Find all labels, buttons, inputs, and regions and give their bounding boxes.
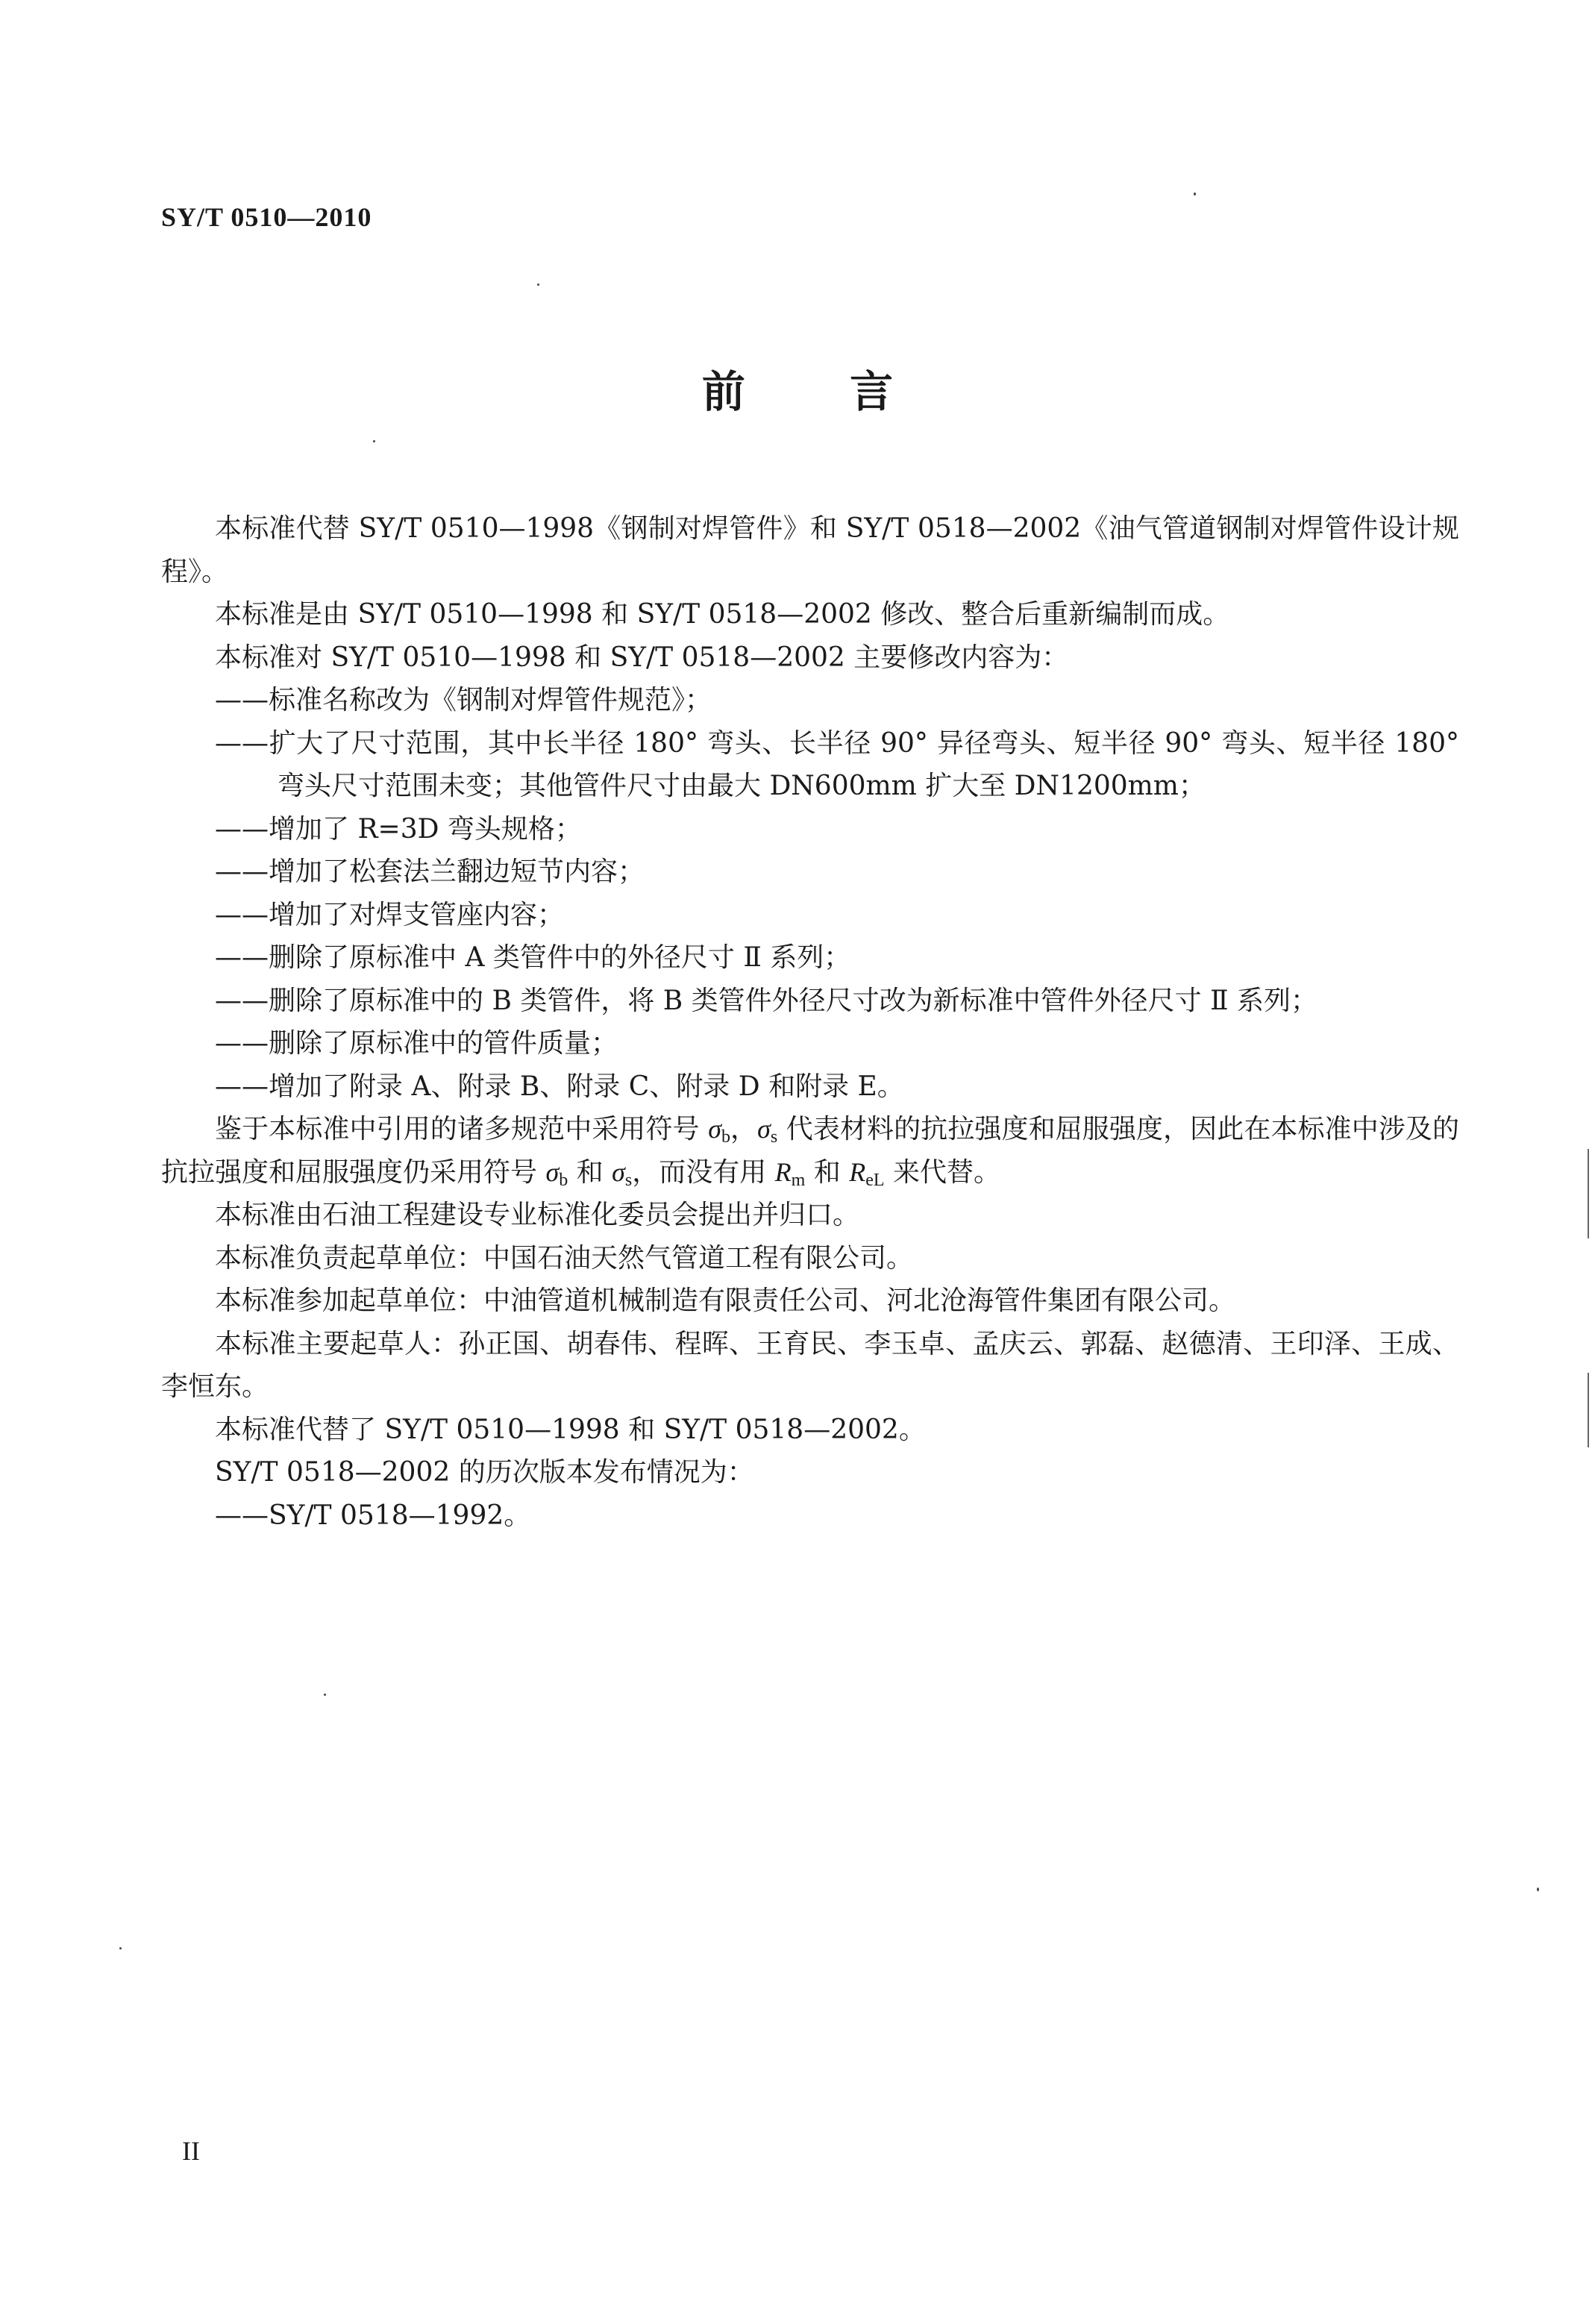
scan-edge-line <box>1588 1149 1589 1238</box>
paragraph-origin: 本标准是由 SY/T 0510—1998 和 SY/T 0518—2002 修改、整合后重新编制而成。 <box>215 599 1230 630</box>
change-item: ——删除了原标准中的管件质量； <box>215 1028 618 1059</box>
paragraph-history-item: ——SY/T 0518—1992。 <box>215 1500 531 1531</box>
r-symbol: R <box>774 1156 792 1187</box>
change-item: ——增加了松套法兰翻边短节内容； <box>215 856 645 887</box>
symbols-separator: ， <box>730 1114 758 1144</box>
change-item: ——增加了对焊支管座内容； <box>215 899 565 930</box>
scan-speck <box>537 284 539 286</box>
preface-body <box>161 507 1459 1537</box>
scan-speck <box>119 1947 122 1949</box>
paragraph-main-drafters: 本标准主要起草人：孙正国、胡春伟、程晖、王育民、李玉卓、孟庆云、郭磊、赵德清、王印泽、王成、李恒东。 <box>161 1328 1459 1402</box>
sigma-symbol: σ <box>708 1114 721 1144</box>
scan-speck <box>1537 1888 1539 1891</box>
change-item: ——扩大了尺寸范围，其中长半径 180° 弯头、长半径 90° 异径弯头、短半径 90° 弯头、短半径 180° 弯头尺寸范围未变；其他管件尺寸由最大 DN600mm 扩大至 DN1200mm； <box>215 727 1459 801</box>
sigma-subscript-s: s <box>770 1127 778 1147</box>
r-subscript-el: eL <box>865 1170 885 1190</box>
symbols-text-d: 来代替。 <box>884 1156 1000 1188</box>
scan-speck <box>1194 192 1196 195</box>
symbols-text-b: 代表材料的抗拉强度和屈服强度，因此在本标准中涉及的抗拉强度和屈服强度仍采用符号 <box>161 1114 1459 1188</box>
paragraph-participating-drafters: 本标准参加起草单位：中油管道机械制造有限责任公司、河北沧海管件集团有限公司。 <box>215 1285 1236 1316</box>
scan-speck <box>324 1694 326 1696</box>
change-item: ——增加了附录 A、附录 B、附录 C、附录 D 和附录 E。 <box>215 1071 904 1102</box>
sigma-symbol: σ <box>545 1156 560 1187</box>
sigma-subscript-b: b <box>559 1170 568 1190</box>
symbols-text-a: 鉴于本标准中引用的诸多规范中采用符号 <box>215 1114 709 1144</box>
paragraph-responsible-drafter: 本标准负责起草单位：中国石油天然气管道工程有限公司。 <box>215 1242 914 1274</box>
paragraph-history-intro: SY/T 0518—2002 的历次版本发布情况为： <box>215 1457 754 1488</box>
change-item: ——增加了 R=3D 弯头规格； <box>215 813 582 845</box>
sigma-subscript-b: b <box>721 1127 730 1147</box>
paragraph-supersedes: 本标准代替了 SY/T 0510—1998 和 SY/T 0518—2002。 <box>215 1414 926 1445</box>
paragraph-proposer: 本标准由石油工程建设专业标准化委员会提出并归口。 <box>215 1200 860 1230</box>
symbols-and: 和 <box>568 1156 612 1188</box>
r-symbol: R <box>849 1156 866 1187</box>
page-title: 前 言 <box>701 366 938 417</box>
change-item: ——标准名称改为《钢制对焊管件规范》； <box>215 685 712 715</box>
scan-speck <box>373 440 375 442</box>
sigma-symbol: σ <box>612 1156 625 1187</box>
symbols-text-c: ，而没有用 <box>632 1156 775 1188</box>
change-item: ——删除了原标准中的 B 类管件，将 B 类管件外径尺寸改为新标准中管件外径尺寸 Ⅱ 系列； <box>215 985 1318 1016</box>
paragraph-replaces: 本标准代替 SY/T 0510—1998《钢制对焊管件》和 SY/T 0518—2002《油气管道钢制对焊管件设计规程》。 <box>161 513 1459 587</box>
scan-edge-line <box>1588 1373 1589 1447</box>
change-item: ——删除了原标准中 A 类管件中的外径尺寸 Ⅱ 系列； <box>215 942 851 973</box>
page-number: II <box>182 2136 200 2166</box>
standard-code-header: SY/T 0510—2010 <box>161 202 372 232</box>
paragraph-changes-intro: 本标准对 SY/T 0510—1998 和 SY/T 0518—2002 主要修改内容为： <box>215 642 1069 673</box>
sigma-symbol: σ <box>757 1114 771 1144</box>
paragraph-symbols <box>161 1108 1459 1194</box>
symbols-and: 和 <box>805 1156 850 1188</box>
sigma-subscript-s: s <box>624 1170 633 1190</box>
r-subscript-m: m <box>791 1170 806 1190</box>
